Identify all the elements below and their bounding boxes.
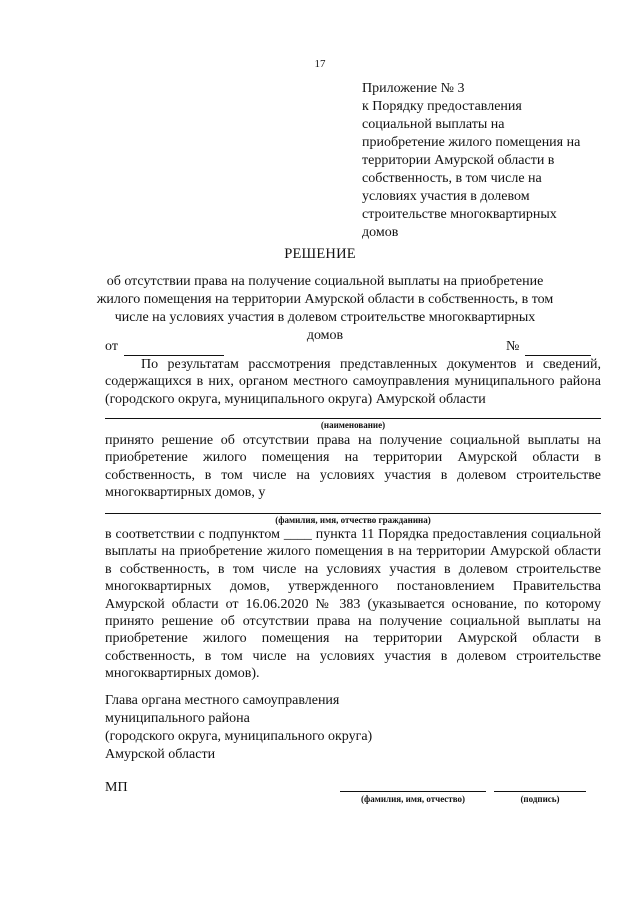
appendix-heading <box>362 80 612 242</box>
signatory-line: Амурской области <box>105 747 216 762</box>
caption-signature: (подпись) <box>520 794 560 804</box>
appendix-line: приобретение жилого помещения на <box>362 135 581 150</box>
subtitle-line: жилого помещения на территории Амурской области в собственность, в том <box>96 292 554 307</box>
signatory-line: (городского округа, муниципального округа) <box>105 729 373 744</box>
document-subtitle <box>95 273 555 345</box>
paragraph-body-2: принято решение об отсутствии права на получение социальной выплаты на приобретение жилого помещения на территории Амурской области в собственность, в том числе на условиях участия в долевом строительстве многоквартирных домов, у <box>105 433 601 501</box>
appendix-line: собственность, в том числе на <box>362 171 542 186</box>
appendix-line: строительстве многоквартирных <box>362 207 557 222</box>
subtitle-line: об отсутствии права на получение социальной выплаты на приобретение <box>106 274 544 289</box>
paragraph-body-3: в соответствии с подпунктом ____ пункта 11 Порядка предоставления социальной выплаты на приобретение жилого помещения в на территории Амурской области в собственность, в том числе на условиях участия в долевом строительстве многоквартирных домов, утвержденного постановлением Правительства Амурской области от 16.06.2020 № 383 (указывается основание, по которому принято решение об отсутствии права на получение социальной выплаты на приобретение жилого помещения на территории Амурской области в собственность, в том числе на условиях участия в долевом строительстве многоквартирных домов). <box>105 527 601 682</box>
date-label: от <box>105 339 118 354</box>
appendix-line: Приложение № 3 <box>362 81 465 96</box>
date-field <box>105 338 224 356</box>
name-blank-line[interactable] <box>105 418 601 419</box>
fio-blank-line[interactable] <box>340 791 486 792</box>
paragraph-body-1: По результатам рассмотрения представленных документов и сведений, содержащихся в них, органом местного самоуправления муниципального района (городского округа, муниципального округа) Амурской области <box>105 357 601 407</box>
caption-fio: (фамилия, имя, отчество) <box>360 794 466 804</box>
subtitle-line: числе на условиях участия в долевом строительстве многоквартирных домов <box>114 310 536 343</box>
number-label: № <box>506 339 520 354</box>
number-blank[interactable] <box>525 341 591 356</box>
date-blank[interactable] <box>124 341 224 356</box>
caption-name: (наименование) <box>320 420 386 430</box>
page-number: 17 <box>314 58 326 70</box>
signatory-block <box>105 692 405 764</box>
citizen-blank-line[interactable] <box>105 513 601 514</box>
signature-blank-line[interactable] <box>494 791 586 792</box>
appendix-line: социальной выплаты на <box>362 117 505 132</box>
caption-citizen: (фамилия, имя, отчество гражданина) <box>275 515 431 525</box>
number-field <box>506 338 591 356</box>
document-title: РЕШЕНИЕ <box>284 246 356 262</box>
stamp-label: МП <box>105 780 128 795</box>
appendix-line: к Порядку предоставления <box>362 99 522 114</box>
appendix-line: условиях участия в долевом <box>362 189 530 204</box>
signatory-line: муниципального района <box>105 711 250 726</box>
appendix-line: домов <box>362 225 399 240</box>
appendix-line: территории Амурской области в <box>362 153 555 168</box>
signatory-line: Глава органа местного самоуправления <box>105 693 340 708</box>
